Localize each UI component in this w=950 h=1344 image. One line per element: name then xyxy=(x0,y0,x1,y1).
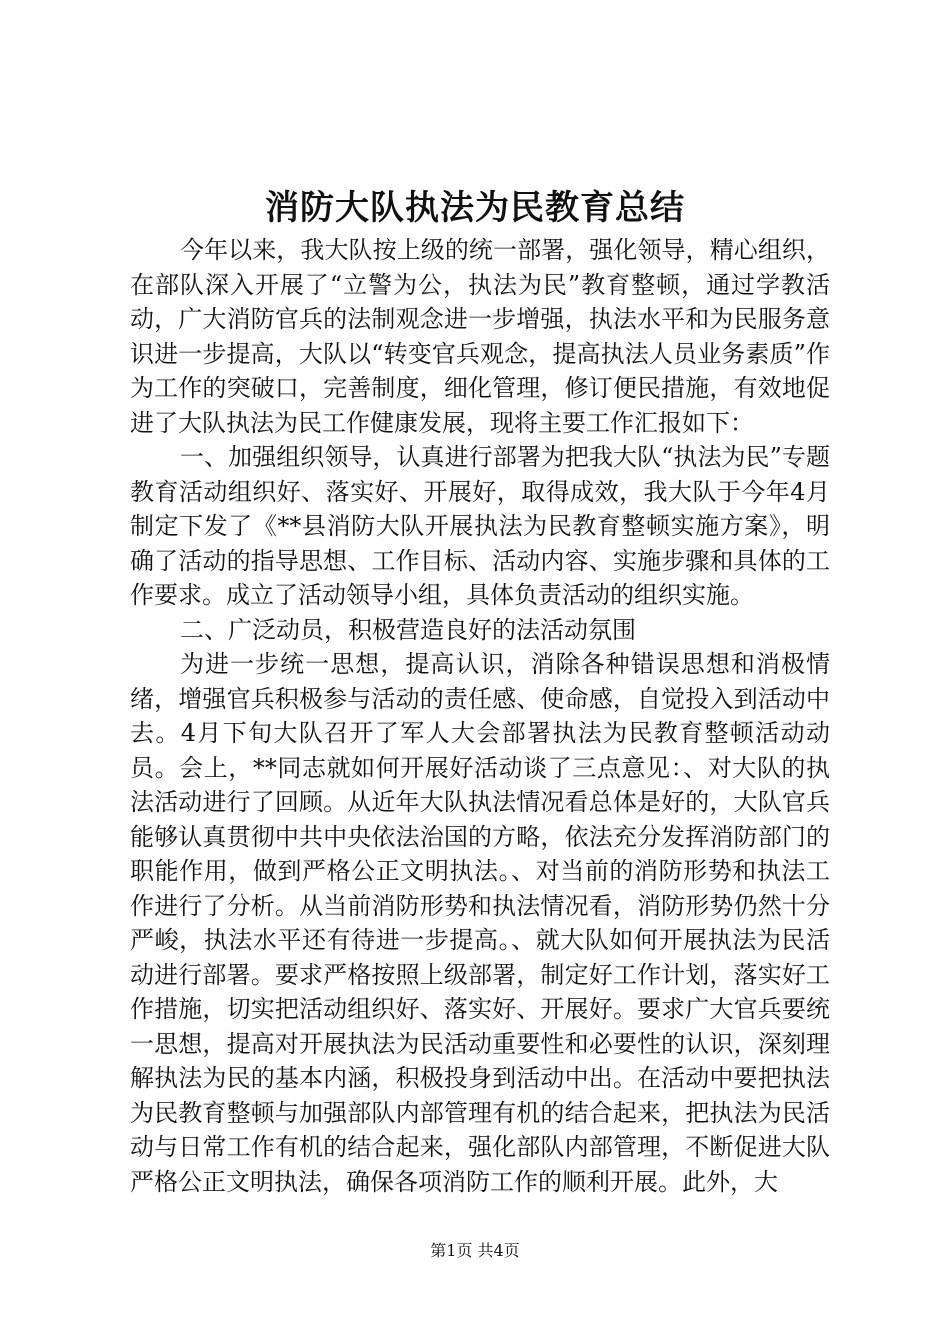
paragraph-intro: 今年以来，我大队按上级的统一部署，强化领导，精心组织，在部队深入开展了“立警为公，执法为民”教育整顿，通过学教活动，广大消防官兵的法制观念进一步增强，执法水平和为民服务意识进一步提高，大队以“转变官兵观念，提高执法人员业务素质”作为工作的突破口，完善制度，细化管理，修订便民措施，有效地促进了大队执法为民工作健康发展，现将主要工作汇报如下： xyxy=(130,236,830,437)
page-number-footer: 第1页 共4页 xyxy=(430,1241,520,1260)
document-body xyxy=(130,233,830,1199)
section-heading-2: 二、广泛动员，积极营造良好的法活动氛围 xyxy=(180,615,636,644)
document-title: 消防大队执法为民教育总结 xyxy=(265,188,685,228)
paragraph-section-2: 为进一步统一思想，提高认识，消除各种错误思想和消极情绪，增强官兵积极参与活动的责任感、使命感，自觉投入到活动中去。4月下旬大队召开了军人大会部署执法为民教育整顿活动动员。会上，**同志就如何开展好活动谈了三点意见：、对大队的执法活动进行了回顾。从近年大队执法情况看总体是好的，大队官兵能够认真贯彻中共中央依法治国的方略，依法充分发挥消防部门的职能作用，做到严格公正文明执法。、对当前的消防形势和执法工作进行了分析。从当前消防形势和执法情况看，消防形势仍然十分严峻，执法水平还有待进一步提高。、就大队如何开展执法为民活动进行部署。要求严格按照上级部署，制定好工作计划，落实好工作措施，切实把活动组织好、落实好、开展好。要求广大官兵要统一思想，提高对开展执法为民活动重要性和必要性的认识，深刻理解执法为民的基本内涵，积极投身到活动中出。在活动中要把执法为民教育整顿与加强部队内部管理有机的结合起来，把执法为民活动与日常工作有机的结合起来，强化部队内部管理，不断促进大队严格公正文明执法，确保各项消防工作的顺利开展。此外，大 xyxy=(130,650,830,1196)
paragraph-section-1: 一、加强组织领导，认真进行部署为把我大队“执法为民”专题教育活动组织好、落实好、开展好，取得成效，我大队于今年4月制定下发了《**县消防大队开展执法为民教育整顿实施方案》，明确了活动的指导思想、工作目标、活动内容、实施步骤和具体的工作要求。成立了活动领导小组，具体负责活动的组织实施。 xyxy=(130,443,830,609)
